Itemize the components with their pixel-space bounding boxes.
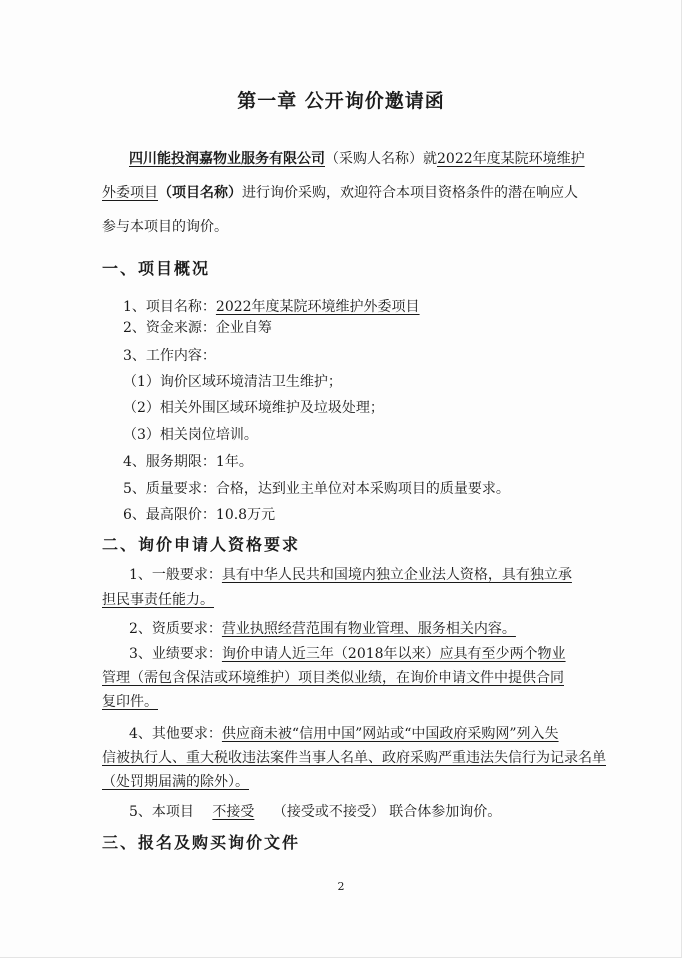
overview-item-1: 1、项目名称：2022年度某院环境维护外委项目 [123,299,420,315]
requirement-2: 2、资质要求：营业执照经营范围有物业管理、服务相关内容。 [129,621,516,637]
requirement-3-line-2: 管理（需包含保洁或环境维护）项目类似业绩，在询价申请文件中提供合同 [102,670,564,686]
overview-item-6: 6、最高限价：10.8万元 [123,507,276,523]
overview-subitem-1: （1）询价区域环境清洁卫生维护； [123,374,342,390]
requirement-4-line-1: 4、其他要求：供应商未被“信用中国”网站或“中国政府采购网”列入失 [129,726,559,742]
project-name-part2: 外委项目 [102,185,158,201]
purchaser-note: （采购人名称）就 [325,151,437,167]
overview-subitem-2: （2）相关外围区域环境维护及垃圾处理； [123,400,384,416]
intro-text-1: 进行询价采购，欢迎符合本项目资格条件的潜在响应人 [242,185,578,201]
page-number: 2 [337,880,345,893]
requirement-4-line-2: 信被执行人、重大税收违法案件当事人名单、政府采购严重违法失信行为记录名单 [102,750,606,766]
overview-item-5: 5、质量要求：合格，达到业主单位对本采购项目的质量要求。 [123,481,510,497]
section-2-heading: 二、询价申请人资格要求 [102,535,301,554]
section-1-heading: 一、项目概况 [102,259,211,278]
project-note: （项目名称） [158,185,242,201]
overview-item-2: 2、资金来源：企业自筹 [123,320,272,336]
project-name-part1: 2022年度某院环境维护 [437,151,585,167]
purchaser-name: 四川能投润嘉物业服务有限公司 [129,151,325,167]
intro-line-3: 参与本项目的询价。 [102,219,228,235]
requirement-5: 5、本项目 不接受 （接受或不接受） 联合体参加询价。 [129,804,502,820]
intro-line-2 [102,183,578,203]
overview-item-4: 4、服务期限：1年。 [123,454,253,470]
requirement-1-line-2: 担民事责任能力。 [102,592,214,608]
section-3-heading: 三、报名及购买询价文件 [102,833,301,852]
overview-subitem-3: （3）相关岗位培训。 [123,427,258,443]
chapter-title: 第一章 公开询价邀请函 [237,90,445,112]
requirement-3-line-3: 复印件。 [102,694,158,710]
overview-item-3: 3、工作内容： [123,348,216,364]
requirement-3-line-1: 3、业绩要求：询价申请人近三年（2018年以来）应具有至少两个物业 [129,646,566,662]
requirement-1-line-1: 1、一般要求：具有中华人民共和国境内独立企业法人资格，具有独立承 [129,567,572,583]
consortium-answer: 不接受 [212,804,255,820]
intro-line-1 [129,149,585,169]
requirement-4-line-3: （处罚期届满的除外）。 [102,774,249,790]
